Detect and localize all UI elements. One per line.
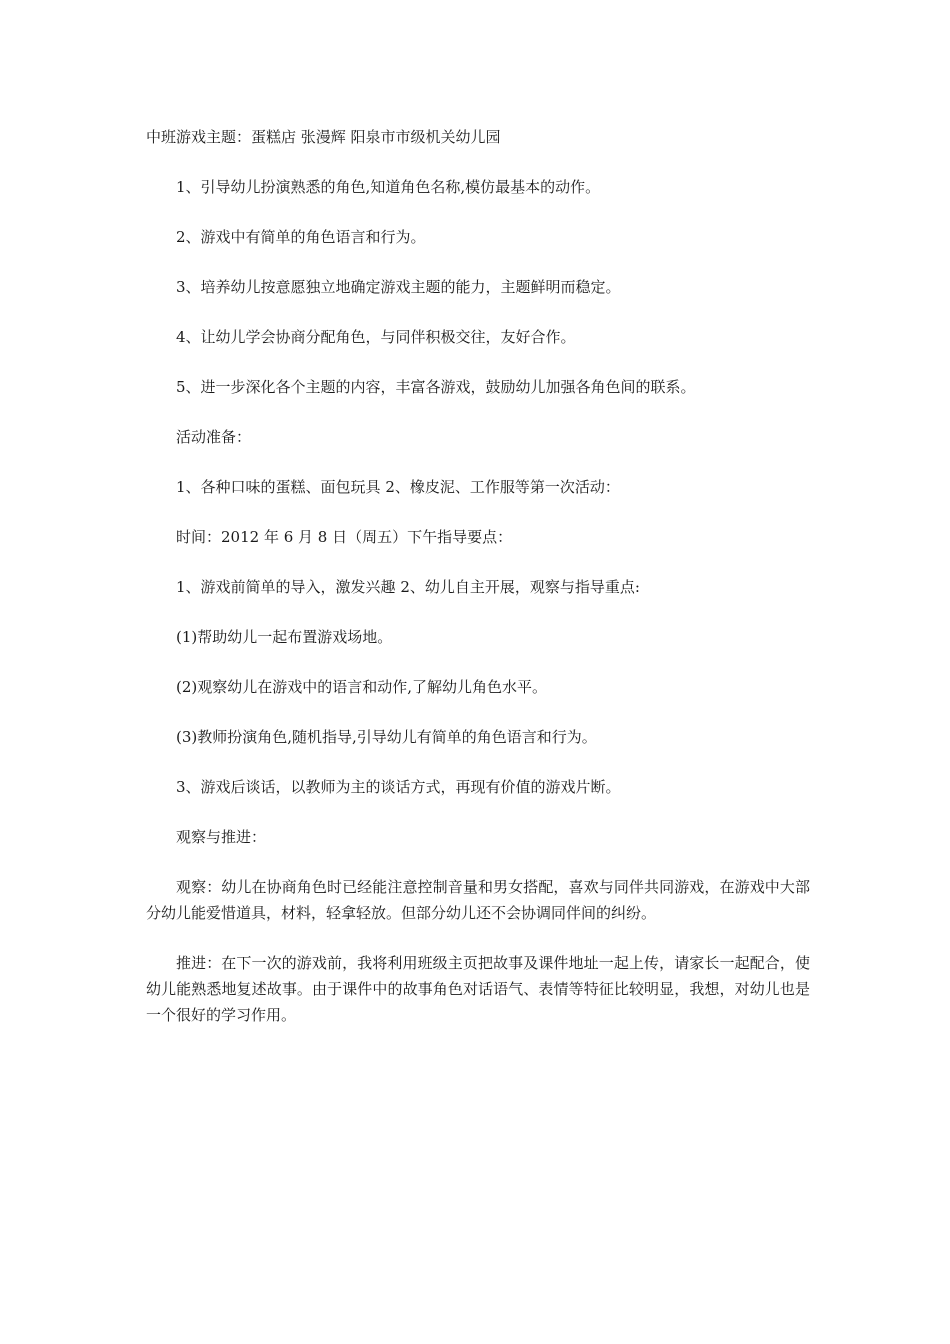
goal-paragraph-3: 3、培养幼儿按意愿独立地确定游戏主题的能力，主题鲜明而稳定。 [176, 278, 621, 296]
goal-paragraph-5: 5、进一步深化各个主题的内容，丰富各游戏，鼓励幼儿加强各角色间的联系。 [176, 378, 696, 396]
preparation-heading: 活动准备： [176, 428, 252, 446]
guidance-step-1: 1、游戏前简单的导入，激发兴趣 2、幼儿自主开展，观察与指导重点: [176, 578, 640, 596]
observation-paragraph: 观察：幼儿在协商角色时已经能注意控制音量和男女搭配，喜欢与同伴共同游戏，在游戏中大部分幼儿能爱惜道具，材料，轻拿轻放。但部分幼儿还不会协调同伴间的纠纷。 [146, 878, 810, 922]
observation-heading: 观察与推进： [176, 828, 267, 846]
goal-paragraph-1: 1、引导幼儿扮演熟悉的角色,知道角色名称,模仿最基本的动作。 [176, 178, 601, 196]
activity-time: 时间：2012 年 6 月 8 日（周五）下午指导要点： [176, 528, 513, 546]
preparation-item: 1、各种口味的蛋糕、面包玩具 2、橡皮泥、工作服等第一次活动： [176, 478, 620, 496]
guidance-point-3: (3)教师扮演角色,随机指导,引导幼儿有简单的角色语言和行为。 [176, 728, 597, 746]
document-title: 中班游戏主题：蛋糕店 张漫辉 阳泉市市级机关幼儿园 [146, 128, 501, 146]
goal-paragraph-2: 2、游戏中有简单的角色语言和行为。 [176, 228, 426, 246]
document-page [146, 124, 810, 1052]
guidance-step-3: 3、游戏后谈话，以教师为主的谈话方式，再现有价值的游戏片断。 [176, 778, 621, 796]
guidance-point-1: (1)帮助幼儿一起布置游戏场地。 [176, 628, 393, 646]
goal-paragraph-4: 4、让幼儿学会协商分配角色，与同伴积极交往，友好合作。 [176, 328, 576, 346]
guidance-point-2: (2)观察幼儿在游戏中的语言和动作,了解幼儿角色水平。 [176, 678, 548, 696]
advancement-paragraph: 推进：在下一次的游戏前，我将利用班级主页把故事及课件地址一起上传，请家长一起配合，使幼儿能熟悉地复述故事。由于课件中的故事角色对话语气、表情等特征比较明显，我想，对幼儿也是一个很好的学习作用。 [146, 954, 810, 1024]
